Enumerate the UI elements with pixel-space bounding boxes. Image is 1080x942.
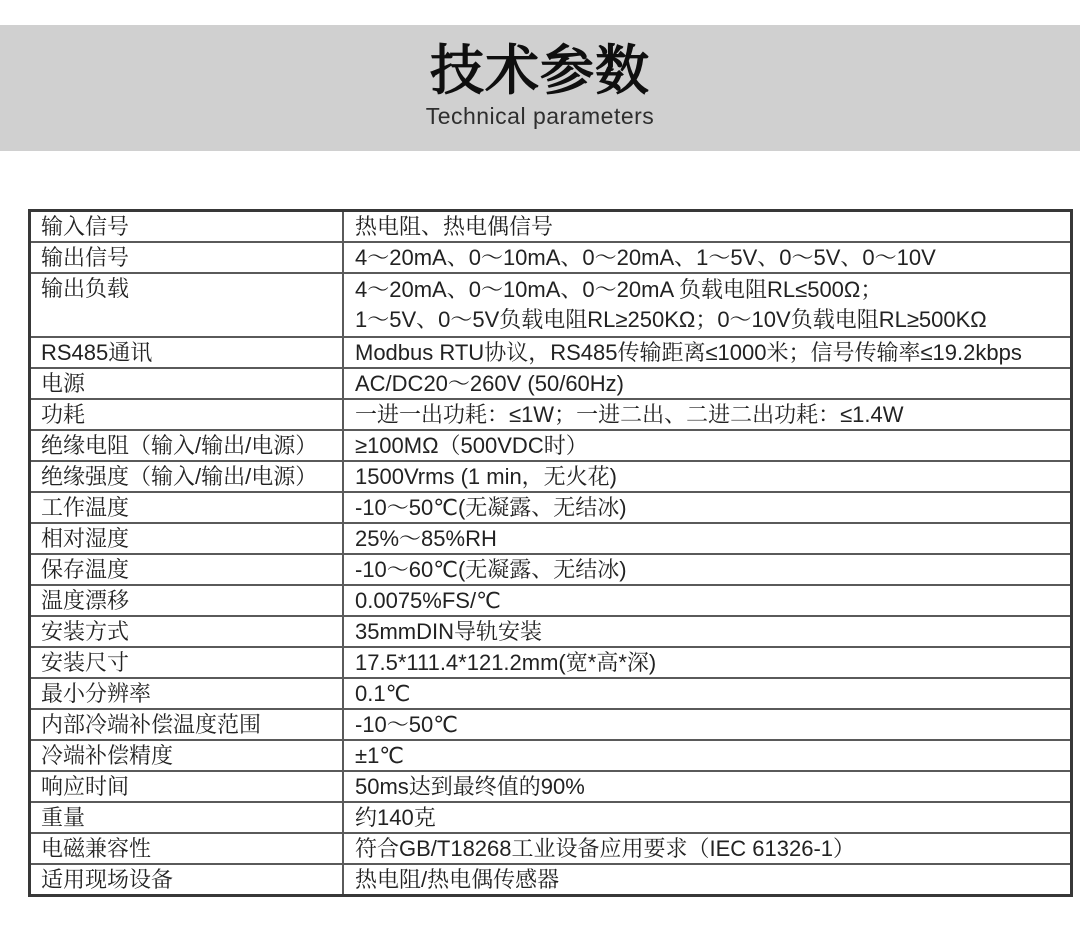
param-label: 相对湿度 xyxy=(30,523,344,554)
param-label: 最小分辨率 xyxy=(30,678,344,709)
page-title: 技术参数 xyxy=(430,41,650,101)
param-label: 冷端补偿精度 xyxy=(30,740,344,771)
param-label: 电磁兼容性 xyxy=(30,833,344,864)
param-label: 输出信号 xyxy=(30,242,344,273)
param-value: 0.1℃ xyxy=(343,678,1072,709)
param-value: -10～50℃(无凝露、无结冰) xyxy=(343,492,1072,523)
param-value: 一进一出功耗：≤1W；一进二出、二进二出功耗：≤1.4W xyxy=(343,399,1072,430)
param-label: 安装方式 xyxy=(30,616,344,647)
table-row xyxy=(30,647,1072,678)
param-label: 输出负载 xyxy=(30,273,344,337)
param-label: 安装尺寸 xyxy=(30,647,344,678)
table-row xyxy=(30,771,1072,802)
table-row xyxy=(30,430,1072,461)
param-label: 内部冷端补偿温度范围 xyxy=(30,709,344,740)
parameters-table-body xyxy=(30,211,1072,896)
header-band xyxy=(0,25,1080,151)
table-row xyxy=(30,368,1072,399)
table-row xyxy=(30,585,1072,616)
param-value: 热电阻/热电偶传感器 xyxy=(343,864,1072,896)
param-value: 17.5*111.4*121.2mm(宽*高*深) xyxy=(343,647,1072,678)
param-label: 绝缘电阻（输入/输出/电源） xyxy=(30,430,344,461)
table-row xyxy=(30,833,1072,864)
param-label: 保存温度 xyxy=(30,554,344,585)
param-value: -10～60℃(无凝露、无结冰) xyxy=(343,554,1072,585)
parameters-table xyxy=(28,209,1073,897)
param-value: 热电阻、热电偶信号 xyxy=(343,211,1072,243)
param-label: 工作温度 xyxy=(30,492,344,523)
table-row xyxy=(30,740,1072,771)
param-label: 温度漂移 xyxy=(30,585,344,616)
table-row xyxy=(30,523,1072,554)
param-label: 电源 xyxy=(30,368,344,399)
param-value: 35mmDIN导轨安装 xyxy=(343,616,1072,647)
table-row xyxy=(30,337,1072,368)
param-value: 4～20mA、0～10mA、0～20mA、1～5V、0～5V、0～10V xyxy=(343,242,1072,273)
param-value: ±1℃ xyxy=(343,740,1072,771)
param-value: 符合GB/T18268工业设备应用要求（IEC 61326-1） xyxy=(343,833,1072,864)
param-label: 适用现场设备 xyxy=(30,864,344,896)
table-row xyxy=(30,709,1072,740)
table-row xyxy=(30,678,1072,709)
table-row xyxy=(30,273,1072,337)
param-value: 1500Vrms (1 min，无火花) xyxy=(343,461,1072,492)
table-row xyxy=(30,554,1072,585)
table-row xyxy=(30,211,1072,243)
table-row xyxy=(30,616,1072,647)
table-row xyxy=(30,242,1072,273)
table-row xyxy=(30,399,1072,430)
table-row xyxy=(30,461,1072,492)
param-value: 50ms达到最终值的90% xyxy=(343,771,1072,802)
param-value: 约140克 xyxy=(343,802,1072,833)
param-label: 输入信号 xyxy=(30,211,344,243)
param-label: 绝缘强度（输入/输出/电源） xyxy=(30,461,344,492)
param-value: -10～50℃ xyxy=(343,709,1072,740)
param-value: 25%～85%RH xyxy=(343,523,1072,554)
param-label: 功耗 xyxy=(30,399,344,430)
param-label: RS485通讯 xyxy=(30,337,344,368)
page-subtitle: Technical parameters xyxy=(425,103,655,129)
param-label: 响应时间 xyxy=(30,771,344,802)
param-value: 0.0075%FS/℃ xyxy=(343,585,1072,616)
param-label: 重量 xyxy=(30,802,344,833)
param-value: ≥100MΩ（500VDC时） xyxy=(343,430,1072,461)
table-row xyxy=(30,492,1072,523)
param-value: 4～20mA、0～10mA、0～20mA 负载电阻RL≤500Ω； 1～5V、0～5V负载电阻RL≥250KΩ；0～10V负载电阻RL≥500KΩ xyxy=(343,273,1072,337)
table-row xyxy=(30,864,1072,896)
param-value: Modbus RTU协议，RS485传输距离≤1000米；信号传输率≤19.2kbps xyxy=(343,337,1072,368)
table-row xyxy=(30,802,1072,833)
param-value: AC/DC20～260V (50/60Hz) xyxy=(343,368,1072,399)
